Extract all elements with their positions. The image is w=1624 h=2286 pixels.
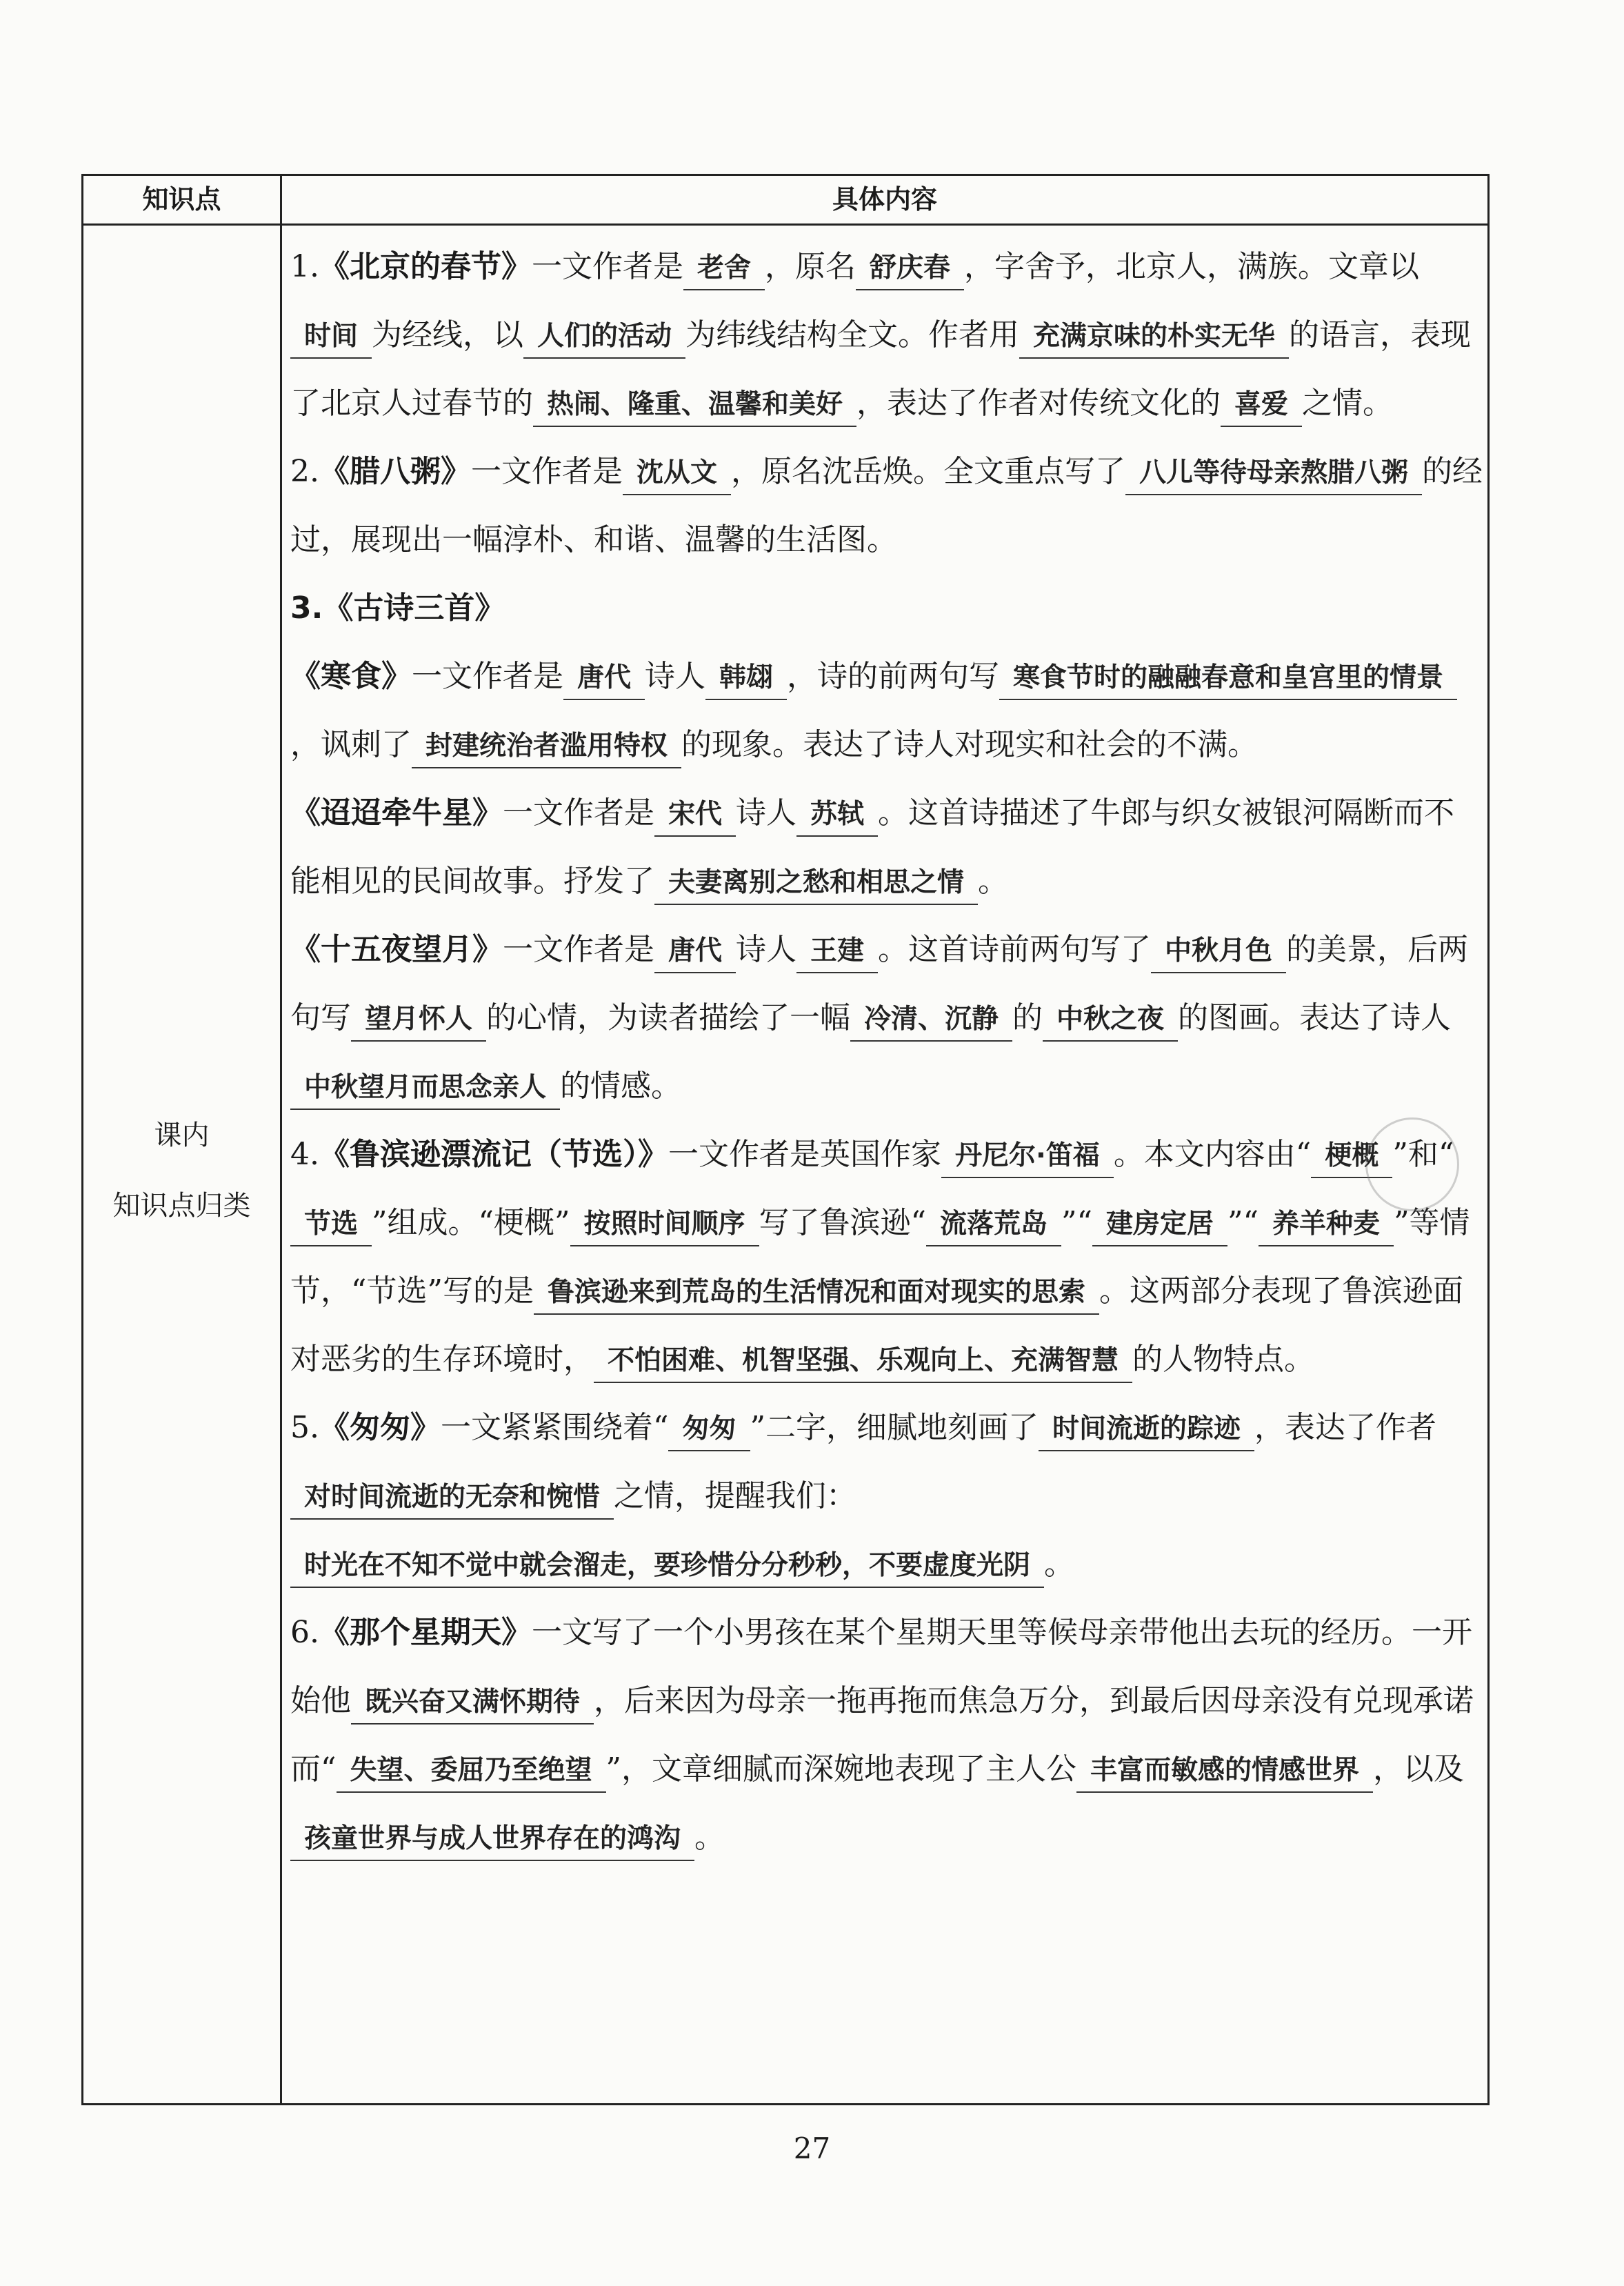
text: 。这首诗描述了牛郎与织女被银河隔断而不能相见的民间故事。抒发了 bbox=[290, 795, 1455, 899]
text: 之情。 bbox=[1302, 386, 1394, 421]
text: ，表达了作者 bbox=[1254, 1410, 1437, 1445]
answer-blank: 喜爱 bbox=[1221, 384, 1302, 427]
item-number: 2. bbox=[290, 454, 319, 489]
content-cell bbox=[290, 232, 1483, 1871]
text: 。 bbox=[694, 1820, 725, 1855]
item-2 bbox=[290, 437, 1483, 574]
row-label-line2: 知识点归类 bbox=[112, 1190, 251, 1222]
text: ，原名沈岳焕。全文重点写了 bbox=[731, 454, 1125, 489]
answer-blank: 流落荒岛 bbox=[926, 1204, 1061, 1246]
answer-blank: 时间 bbox=[290, 316, 372, 359]
text: 。这首诗前两句写了 bbox=[878, 932, 1152, 967]
answer-blank: 鲁滨逊来到荒岛的生活情况和面对现实的思索 bbox=[534, 1272, 1099, 1315]
item-4 bbox=[290, 1120, 1483, 1393]
answer-blank: 丰富而敏感的情感世界 bbox=[1076, 1750, 1373, 1793]
item-title: 《北京的春节》 bbox=[319, 249, 532, 284]
answer-blank: 宋代 bbox=[654, 794, 736, 837]
answer-blank: 时光在不知不觉中就会溜走，要珍惜分分秒秒，不要虚度光阴 bbox=[290, 1545, 1044, 1588]
text: 的美景，后两句写 bbox=[290, 932, 1469, 1035]
text: 的语言，表现了北京人过春节的 bbox=[290, 317, 1472, 421]
text: 一文作者是 bbox=[412, 659, 563, 694]
header-knowledge-point: 知识点 bbox=[142, 184, 221, 215]
answer-blank: 王建 bbox=[796, 931, 878, 973]
text: ，以及 bbox=[1373, 1751, 1465, 1787]
answer-blank: 不怕困难、机智坚强、乐观向上、充满智慧 bbox=[594, 1340, 1132, 1383]
text: ，讽刺了 bbox=[290, 727, 412, 762]
item-number: 6. bbox=[290, 1615, 319, 1650]
item-3-heading: 3.《古诗三首》 bbox=[290, 590, 505, 626]
answer-blank: 唐代 bbox=[654, 931, 736, 973]
poem-shiwuye bbox=[290, 915, 1483, 1120]
column-divider bbox=[280, 176, 282, 2103]
answer-blank: 中秋之夜 bbox=[1043, 999, 1178, 1042]
item-title: 《匆匆》 bbox=[319, 1410, 441, 1445]
answer-blank: 封建统治者滥用特权 bbox=[412, 726, 681, 768]
answer-blank: 孩童世界与成人世界存在的鸿沟 bbox=[290, 1818, 694, 1861]
text: ”，文章细腻而深婉地表现了主人公 bbox=[605, 1751, 1077, 1787]
text: 。 bbox=[1044, 1547, 1075, 1582]
answer-blank: 对时间流逝的无奈和惋惜 bbox=[290, 1477, 614, 1520]
item-number: 4. bbox=[290, 1137, 319, 1172]
answer-blank: 寒食节时的融融春意和皇宫里的情景 bbox=[999, 657, 1457, 700]
text: 的 bbox=[1012, 1000, 1043, 1035]
text: 一文作者是 bbox=[503, 795, 654, 831]
answer-blank: 按照时间顺序 bbox=[570, 1204, 759, 1246]
text: 诗人 bbox=[736, 795, 797, 831]
text: 一文作者是英国作家 bbox=[668, 1137, 941, 1172]
answer-blank: 八儿等待母亲熬腊八粥 bbox=[1125, 453, 1422, 495]
poem-title: 《迢迢牵牛星》 bbox=[290, 795, 503, 831]
answer-blank: 韩翃 bbox=[705, 657, 787, 700]
text: 为经线，以 bbox=[372, 317, 524, 352]
header-specific-content: 具体内容 bbox=[832, 184, 937, 215]
item-title: 《那个星期天》 bbox=[319, 1615, 532, 1650]
stamp-seal-icon bbox=[1365, 1117, 1459, 1211]
row-label bbox=[83, 1100, 280, 1241]
item-number: 1. bbox=[290, 249, 319, 284]
poem-title: 《寒食》 bbox=[290, 659, 412, 694]
text: 。这两部分表现了鲁滨逊面对恶劣的生存环境时， bbox=[290, 1273, 1464, 1377]
answer-blank: 梗概 bbox=[1311, 1135, 1392, 1178]
text: 一文作者是 bbox=[470, 454, 623, 489]
answer-blank: 人们的活动 bbox=[523, 316, 685, 359]
answer-blank: 唐代 bbox=[563, 657, 645, 700]
text: 一文作者是 bbox=[531, 249, 683, 284]
text: ，字舍予，北京人，满族。文章以 bbox=[964, 249, 1420, 284]
text: 一文作者是 bbox=[503, 932, 654, 967]
answer-blank: 苏轼 bbox=[796, 794, 878, 837]
answer-blank: 中秋望月而思念亲人 bbox=[290, 1067, 560, 1110]
answer-blank: 时间流逝的踪迹 bbox=[1039, 1409, 1254, 1451]
answer-blank: 望月怀人 bbox=[351, 999, 486, 1042]
text: 为纬线结构全文。作者用 bbox=[685, 317, 1020, 352]
text: ”和“ bbox=[1392, 1137, 1454, 1172]
text: 一文紧紧围绕着“ bbox=[440, 1410, 669, 1445]
answer-blank: 建房定居 bbox=[1092, 1204, 1227, 1246]
text: 。 bbox=[978, 864, 1009, 899]
answer-blank: 沈从文 bbox=[623, 453, 731, 495]
answer-blank: 既兴奋又满怀期待 bbox=[351, 1682, 594, 1725]
text: 的现象。表达了诗人对现实和社会的不满。 bbox=[681, 727, 1259, 762]
text: 的情感。 bbox=[560, 1069, 682, 1104]
text: 。本文内容由“ bbox=[1113, 1137, 1312, 1172]
page-number: 27 bbox=[793, 2131, 831, 2165]
text: ，诗的前两句写 bbox=[787, 659, 1000, 694]
text: ，原名 bbox=[765, 249, 856, 284]
answer-blank: 热闹、隆重、温馨和美好 bbox=[533, 384, 856, 427]
text: 一文写了一个小男孩在某个星期天里等候母亲带他出去玩的经历。一开始他 bbox=[290, 1615, 1472, 1718]
answer-blank: 失望、委屈乃至绝望 bbox=[337, 1750, 606, 1793]
answer-blank: 中秋月色 bbox=[1151, 931, 1286, 973]
text: ，表达了作者对传统文化的 bbox=[856, 386, 1221, 421]
item-1 bbox=[290, 232, 1483, 437]
answer-blank: 节选 bbox=[290, 1204, 372, 1246]
text: 的经过，展现出一幅淳朴、和谐、温馨的生活图。 bbox=[290, 454, 1483, 557]
text: ”二字，细腻地刻画了 bbox=[750, 1410, 1039, 1445]
item-title: 《鲁滨逊漂流记（节选）》 bbox=[319, 1137, 668, 1172]
item-5 bbox=[290, 1393, 1483, 1598]
text: ”“ bbox=[1061, 1205, 1093, 1240]
text: ”等情节，“节选”写的是 bbox=[290, 1205, 1470, 1309]
text: 之情，提醒我们： bbox=[614, 1478, 857, 1513]
text: 的心情，为读者描绘了一幅 bbox=[486, 1000, 851, 1035]
text: ”“ bbox=[1227, 1205, 1259, 1240]
knowledge-table bbox=[81, 174, 1490, 2105]
poem-hanshi bbox=[290, 642, 1483, 779]
text: 诗人 bbox=[645, 659, 706, 694]
answer-blank: 冷清、沉静 bbox=[850, 999, 1012, 1042]
answer-blank: 老舍 bbox=[683, 248, 765, 290]
item-title: 《腊八粥》 bbox=[319, 454, 471, 489]
answer-blank: 充满京味的朴实无华 bbox=[1019, 316, 1289, 359]
text: ”组成。“梗概” bbox=[372, 1205, 570, 1240]
table-header-row bbox=[83, 176, 1487, 226]
answer-blank: 匆匆 bbox=[668, 1409, 750, 1451]
poem-title: 《十五夜望月》 bbox=[290, 932, 503, 967]
text: 的图画。表达了诗人 bbox=[1178, 1000, 1452, 1035]
answer-blank: 舒庆春 bbox=[856, 248, 964, 290]
answer-blank: 养羊种麦 bbox=[1259, 1204, 1394, 1246]
item-6 bbox=[290, 1598, 1483, 1871]
row-label-line1: 课内 bbox=[154, 1120, 210, 1151]
answer-blank: 夫妻离别之愁和相思之情 bbox=[654, 862, 978, 905]
text: 写了鲁滨逊“ bbox=[759, 1205, 927, 1240]
text: ，后来因为母亲一拖再拖而焦急万分，到最后因母亲没有兑现承诺而“ bbox=[290, 1683, 1474, 1787]
item-number: 5. bbox=[290, 1410, 319, 1445]
text: 的人物特点。 bbox=[1132, 1342, 1315, 1377]
answer-blank: 丹尼尔·笛福 bbox=[941, 1135, 1114, 1178]
poem-tiaotiao bbox=[290, 779, 1483, 915]
text: 诗人 bbox=[736, 932, 797, 967]
